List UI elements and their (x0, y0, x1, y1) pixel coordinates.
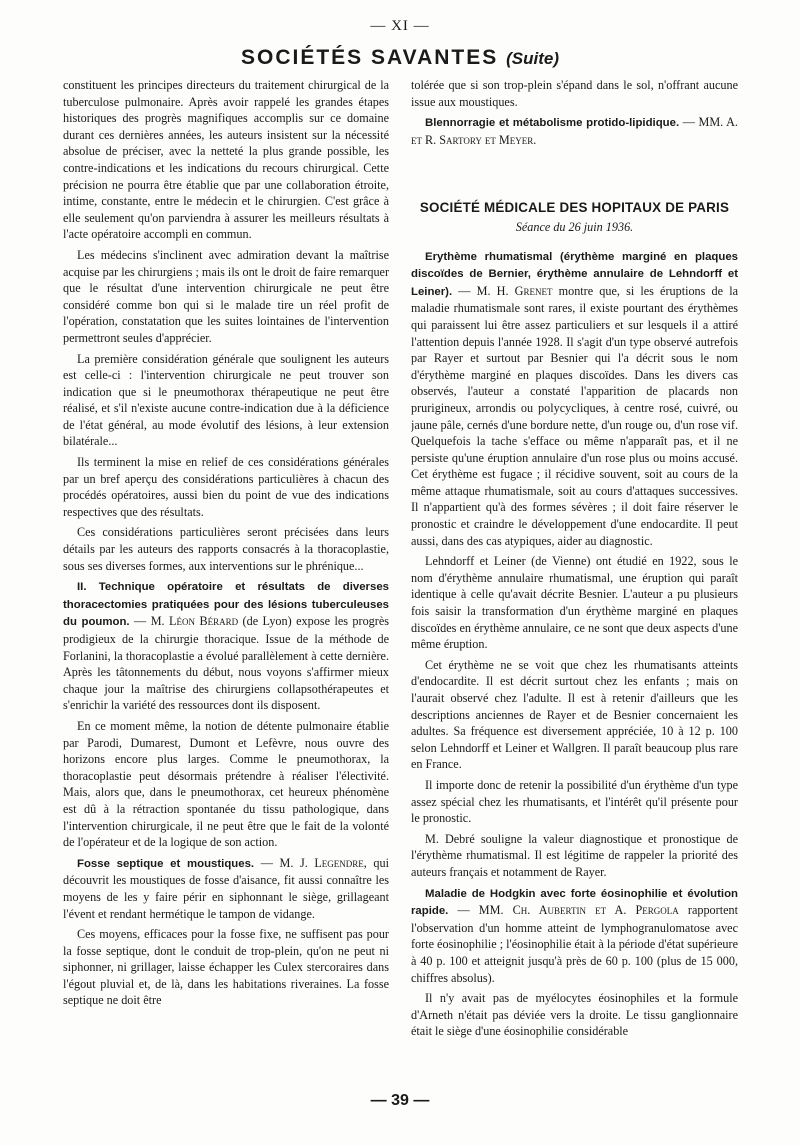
right-paragraph-4: Il importe donc de retenir la possibilité d'un érythème d'un type assez spécial chez les rhumatisants, et l'intérêt qu'il présente pour le pronostic. (411, 777, 738, 826)
section-fosse-septique (63, 855, 389, 922)
header-suite: (Suite) (506, 49, 559, 68)
section-erytheme (411, 248, 738, 550)
section-author: — MM. Ch. Aubertin et A. Pergola (448, 903, 679, 918)
section-title: II. Technique opératoire et résultats de diverses thoracectomies pratiquées pour des lésions tuberculeuses du poumon. (63, 581, 389, 629)
section-title: Erythème rhumatismal (érythème marginé en plaques discoïdes de Bernier, érythème annulaire de Lehndorff et Leiner). (411, 250, 738, 298)
seance-date: Séance du 26 juin 1936. (515, 219, 634, 234)
section-body: (de Lyon) expose les progrès prodigieux de la chirurgie thoracique. Issue de la méthode de Forlanini, la thoracoplastie a évolué parallèlement à cette dernière. Après les tâtonnements du début, nous voyons s'affirmer mieux chaque jour la maîtrise des chirurgiens collapsothérapeutes et s'enrichir la variété des ressources dont ils disposent. (63, 614, 389, 713)
right-paragraph-1: tolérée que si son trop-plein s'épand dans le sol, n'offrant aucune issue aux moustiques. (411, 78, 738, 109)
right-paragraph-5: M. Debré souligne la valeur diagnostique et pronostique de l'érythème rhumatismal. Il est légitime de rappeler la priorité des auteurs français et notamment de Rayer. (411, 831, 738, 879)
society-title: SOCIÉTÉ MÉDICALE DES HOPITAUX DE PARIS (419, 200, 730, 216)
section-body: montre que, si les éruptions de la maladie rhumatismale sont rares, il existe pourtant des érythèmes qui paraissent lui être assez particuliers et sur lesquels il a attiré l'attention depuis l'année 1928. Il s'agit d'un type observé autrefois par Rayer et surtout par Besnier qui l'a décrit sous le nom d'érythème marginé en plaques discoïdes. Dans les divers cas observés, l'auteur a constaté l'apparition de placards non prurigineux, arrondis ou polycycliques, à centre rosé, cuivré, ou jaune pâle, cernés d'une bordure nette, d'un rouge ou, d'un rose vif. Quelquefois la tache s'efface ou même n'apparaît pas, et il ne persiste qu'une éruption annulaire d'un rose plus ou moins accusé. Cet érythème est fugace ; il récidive souvent, soit au cours de la même attaque rhumatismale, soit au cours d'attaques successives. Il n'appartient qu'à des formes sévères ; il doit faire réserver le pronostic et craindre le développement d'une endocardite. Il peut aussi, dans des cas atypiques, aider au diagnostic. (411, 283, 738, 548)
section-body: qui découvrit les moustiques de fosse d'aisance, fit aussi connaître les moyens de les y faire périr en siphonnant le siège, grillageant l'évent et rendant hermétique le tampon de vidange. (63, 855, 389, 921)
left-paragraph-6: En ce moment même, la notion de détente pulmonaire établie par Parodi, Dumarest, Dumont et Lefèvre, nous ouvre des horizons encore plus larges. Comme le pneumothorax, la thoracoplastie peut désormais prétendre à réaliser l'électivité. Mais, alors que, dans le pneumothorax, cet heureux phénomène est dû à la rétraction spontanée du tissu pathologique, dans l'intervention chirurgicale, il ne peut être que le fait de la volonté de l'opérateur et de la logique de son action. (63, 718, 389, 850)
page-number: — 39 — (370, 1092, 430, 1109)
section-blennorragie (411, 114, 738, 148)
section-hodgkin (411, 885, 738, 987)
header-title: SOCIÉTÉS SAVANTES (241, 46, 499, 69)
section-body: rapportent l'observation d'un homme atteint de lymphogranulomatose avec forte éosinophilie ; l'éosinophilie était à la période d'état supérieure à 40 p. 100 et atteignit jusqu'à près de 60 p. 100 (plus de 15 000, chiffres absolus). (411, 903, 738, 985)
page-header (0, 46, 800, 70)
section-author: — M. Léon Bérard (134, 614, 239, 629)
right-paragraph-2: Lehndorff et Leiner (de Vienne) ont étudié en 1922, sous le nom d'érythème annulaire rhumatismal, une éruption qui paraît identique à celle qu'avait décrite Besnier. L'auteur a pu plusieurs fois saisir la transformation d'un érythème marginé en plaques discoïdes en érythème annulaire, ce ne sont que deux aspects d'une même éruption. (411, 554, 738, 652)
left-paragraph-5: Ces considérations particulières seront précisées dans leurs détails par les auteurs des rapports consacrés à la thoracoplastie, sous ses diverses formes, aux interventions sur le phrénique... (63, 525, 389, 573)
section-author: — MM. A. et R. Sartory et Meyer. (411, 115, 738, 147)
left-paragraph-3: La première considération générale que soulignent les auteurs est celle-ci : l'intervention chirurgicale ne peut trouver son indication que si le pneumothorax thérapeutique ne peut être réalisé, et s'il n'existe aucune contre-indication due à la déficience de l'état général, au mode évolutif des lésions, à leur extension bilatérale... (63, 351, 389, 449)
roman-page-number: — XI — (370, 18, 430, 34)
left-paragraph-2: Les médecins s'inclinent avec admiration devant la maîtrise acquise par les chirurgiens ; mais ils ont le droit de faire remarquer que le résultat d'une intervention chirurgicale ne peut être considéré comme bon qui si le malade tire un réel profit de l'opération, constatation que les suites lointaines de l'intervention permettront seules d'apprécier. (63, 247, 389, 345)
left-paragraph-7: Ces moyens, efficaces pour la fosse fixe, ne suffisent pas pour la fosse septique, dont le conduit de trop-plein, qu'on ne peut ni siphonner, ni grillager, laisse échapper les Culex stercoraires dans l'égout pluvial et, de là, dans les habitations riveraines. La fosse septique ne doit être (63, 927, 389, 1008)
right-paragraph-6: Il n'y avait pas de myélocytes éosinophiles et la formule d'Arneth n'était pas déviée vers la droite. Le tissu ganglionnaire était le siège d'une éosinophilie considérable (411, 991, 738, 1039)
left-paragraph-4: Ils terminent la mise en relief de ces considérations générales par un bref aperçu des considérations particulières à chacun des procédés opératoires, aussi bien du point de vue des indications respectives que des résultats. (63, 455, 389, 519)
section-author: — M. H. Grenet (452, 283, 553, 298)
left-paragraph-1: constituent les principes directeurs du traitement chirurgical de la tuberculose pulmonaire. Après avoir rappelé les grandes étapes historiques des progrès magnifiques accomplis sur ce domaine durant ces dernières années, les auteurs insistent sur la nécessité absolue de préciser, avec la netteté la plus grande possible, les contre-indications et les indications du recours chirurgical. Cette précision ne pourra être établie que par une collaboration étroite, intime, constante, entre le médecin et le chirurgien. C'est grâce à elle seulement qu'on parviendra à assurer les meilleurs résultats à l'acte opératoire accompli en commun. (63, 78, 389, 242)
section-thoracectomies (63, 578, 389, 714)
section-title: Blennorragie et métabolisme protido-lipidique. (425, 117, 680, 130)
section-title: Fosse septique et moustiques. (77, 857, 255, 870)
left-column (63, 77, 389, 1087)
section-author: — M. J. Legendre, (254, 855, 367, 870)
right-paragraph-3: Cet érythème ne se voit que chez les rhumatisants atteints d'endocardite. Il est décrit surtout chez les enfants ; mais on l'aurait observé chez l'adulte. Il est à retenir d'ailleurs que les descriptions anciennes de Rayer et de Besnier concernaient les adultes. Sa fréquence est diversement appréciée, 10 à 12 p. 100 selon Lehndorff et Leiner et Wallgren. Il paraît beaucoup plus rare en France. (411, 657, 738, 772)
right-column (411, 77, 738, 1087)
section-title: Maladie de Hodgkin avec forte éosinophilie et évolution rapide. (411, 887, 738, 918)
